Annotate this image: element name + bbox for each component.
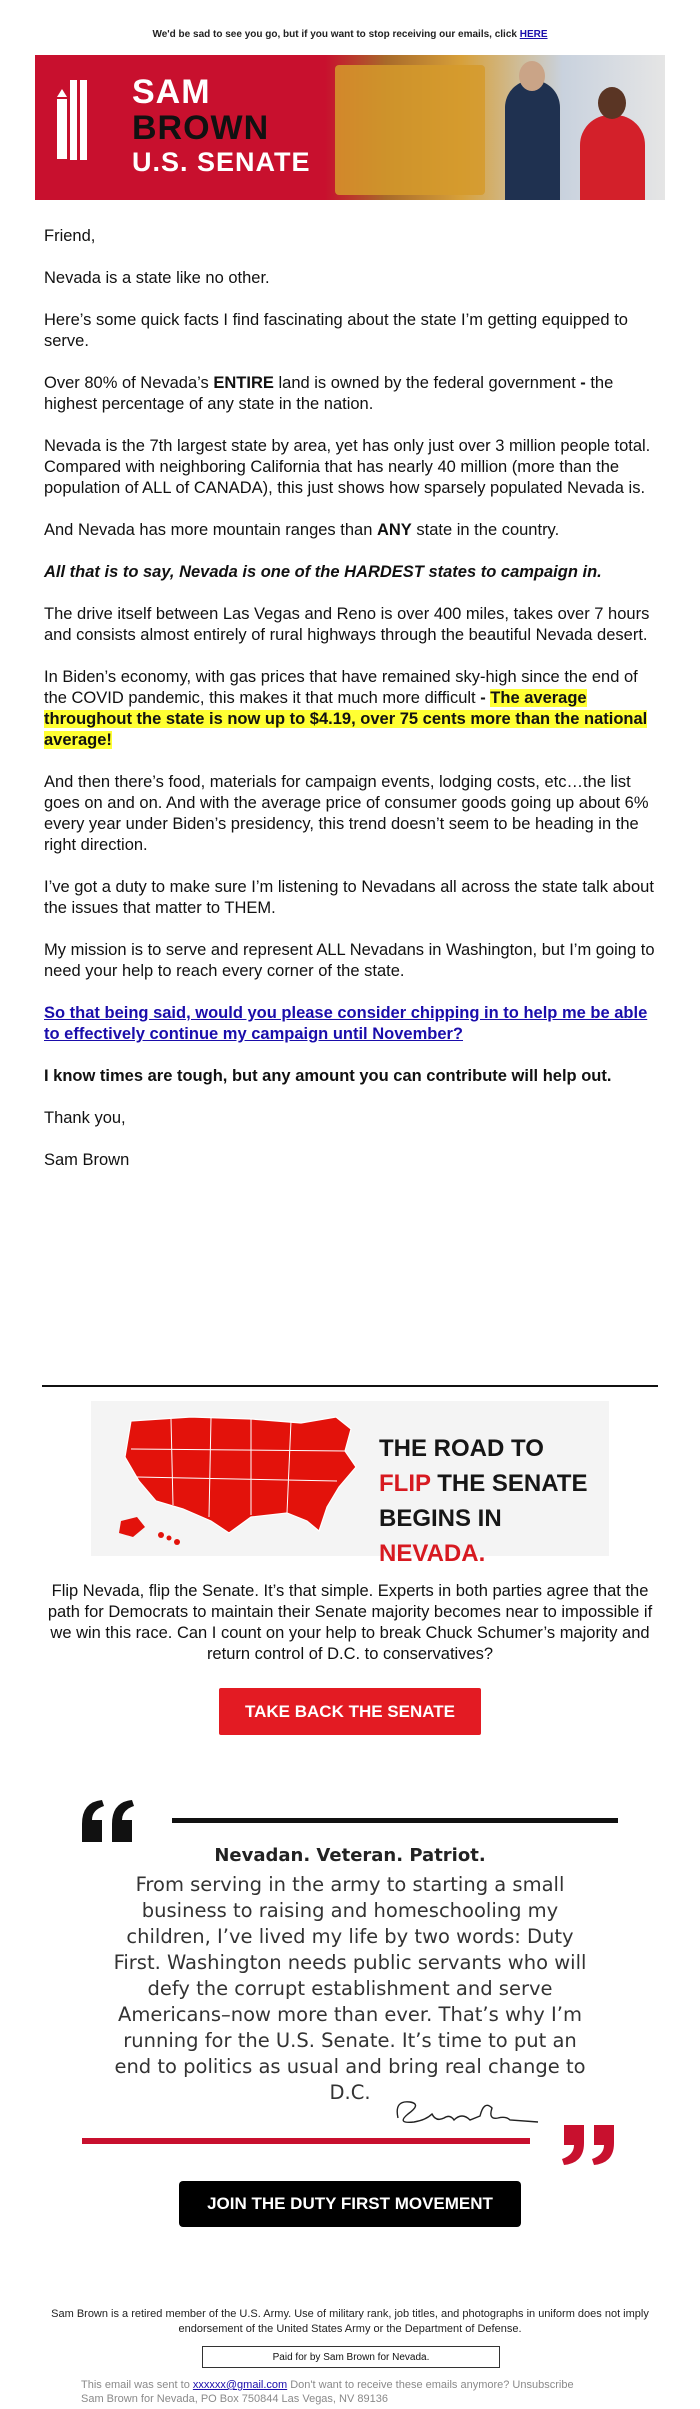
banner-photo-woman-head [598, 87, 626, 119]
email-footer [81, 2378, 641, 2406]
greeting: Friend, [44, 227, 96, 245]
brand-office: U.S. SENATE [132, 147, 311, 177]
unsubscribe-notice [0, 29, 700, 40]
text-run: In Biden’s economy, with gas prices that have remained sky-high since the end of the COVID pandemic, this makes it that much more difficult [44, 668, 638, 707]
banner-photo-woman [580, 115, 645, 200]
headline-line [379, 1466, 609, 1501]
quote-body: From serving in the army to starting a small business to raising and homeschooling my children, I’ve lived my life by two words: Duty First. Washington needs public servants who will defy the corrupt establishment and serve Americans–now more than ever. That’s why I’m running for the U.S. Senate. It’s time to put an end to politics as usual and bring real change to D.C. [113, 1873, 587, 2104]
banner-photo-man [505, 80, 560, 200]
flip-nevada-paragraph: Flip Nevada, flip the Senate. It’s that simple. Experts in both parties agree that the path for Democrats to maintain their Senate majority becomes near to impossible if we win this race. Can I count on your help to break Chuck Schumer’s majority and return control of D.C. to conservatives? [47, 1582, 653, 1663]
emphasis: I know times are tough, but any amount you can contribute will help out. [44, 1067, 612, 1085]
text-run: Over 80% of Nevada’s [44, 374, 214, 392]
footer-address: Sam Brown for Nevada, PO Box 750844 Las Vegas, NV 89136 [81, 2393, 388, 2405]
donate-paragraph [44, 1003, 656, 1045]
body-paragraph [44, 520, 656, 541]
unsubscribe-notice-text: We'd be sad to see you go, but if you want to stop receiving our emails, click [152, 29, 520, 40]
emphasis: All that is to say, Nevada is one of the HARDEST states to campaign in. [44, 563, 602, 581]
banner-brand-text [132, 75, 311, 176]
headline-accent: FLIP [379, 1470, 431, 1497]
paid-for-box: Paid for by Sam Brown for Nevada. [202, 2346, 500, 2368]
email-body [44, 226, 656, 1192]
headline-line: THE ROAD TO [379, 1435, 544, 1462]
body-paragraph-bold-italic [44, 562, 656, 583]
signature-name: Sam Brown [44, 1151, 130, 1169]
text-run: state in the country. [411, 521, 560, 539]
text-run: the highest percentage of any state in the nation. [44, 374, 614, 413]
quote-bottom-rule [82, 2138, 530, 2144]
emphasis: ENTIRE [213, 374, 274, 392]
headline-accent: NEVADA. [379, 1540, 486, 1567]
body-paragraph: And then there’s food, materials for campaign events, lodging costs, etc…the list goes on and on. And with the average price of consumer goods going up about 6% every year under Biden’s presidency, this trend doesn’t seem to be heading in the right direction. [44, 773, 649, 854]
headline-line [379, 1501, 609, 1571]
brand-first-name: SAM [132, 73, 211, 111]
body-paragraph [44, 667, 656, 751]
text-run: land is owned by the federal government [273, 374, 581, 392]
body-paragraph: The drive itself between Las Vegas and Reno is over 400 miles, takes over 7 hours and consists almost entirely of rural highways through the beautiful Nevada desert. [44, 605, 650, 644]
take-back-senate-button[interactable]: TAKE BACK THE SENATE [219, 1688, 481, 1735]
footer-sent-line [81, 2378, 641, 2392]
flip-senate-graphic[interactable] [91, 1401, 609, 1567]
open-quote-icon [78, 1796, 138, 1846]
donate-link[interactable]: So that being said, would you please consider chipping in to help me be able to effectively continue my campaign until November? [44, 1004, 648, 1043]
banner-photo-truck [335, 65, 485, 195]
close-quote-icon [560, 2123, 620, 2168]
campaign-logo-icon [55, 75, 93, 175]
body-paragraph [44, 373, 656, 415]
emphasis: - [580, 374, 586, 392]
flip-senate-headline [379, 1431, 609, 1571]
unsubscribe-here-link[interactable]: HERE [519, 29, 548, 40]
emphasis: - [480, 689, 491, 707]
brand-last-name: BROWN [132, 109, 270, 147]
body-paragraph: I’ve got a duty to make sure I’m listening to Nevadans all across the state talk about the issues that matter to THEM. [44, 878, 654, 917]
highlighted-text: The average throughout the state is now up to $4.19, over 75 cents more than the national average! [44, 689, 648, 749]
quote-title: Nevadan. Veteran. Patriot. [214, 1845, 486, 1866]
text-run: BEGINS IN [379, 1505, 502, 1532]
body-paragraph: Nevada is a state like no other. [44, 269, 270, 287]
banner-photo-man-head [519, 61, 545, 91]
join-duty-first-button[interactable]: JOIN THE DUTY FIRST MOVEMENT [179, 2181, 521, 2227]
handwritten-signature [388, 2090, 543, 2130]
signoff: Thank you, [44, 1109, 126, 1127]
body-paragraph: Here’s some quick facts I find fascinating about the state I’m getting equipped to serve. [44, 311, 628, 350]
section-divider [42, 1385, 658, 1387]
body-paragraph-bold [44, 1066, 656, 1087]
text-run: And Nevada has more mountain ranges than [44, 521, 377, 539]
recipient-email-link[interactable]: xxxxxx@gmail.com [192, 2379, 288, 2391]
quote-top-rule [172, 1818, 618, 1823]
footer-unsubscribe-text[interactable]: Don't want to receive these emails anymore? Unsubscribe [287, 2379, 574, 2391]
military-disclaimer: Sam Brown is a retired member of the U.S. Army. Use of military rank, job titles, and photographs in uniform does not imply endorsement of the United States Army or the Department of Defense. [51, 2308, 649, 2335]
us-map-icon [101, 1409, 371, 1549]
text-run: This email was sent to [81, 2379, 193, 2391]
text-run: THE SENATE [430, 1470, 588, 1497]
body-paragraph: Nevada is the 7th largest state by area, yet has only just over 3 million people total. Compared with neighboring California that has nearly 40 million (more than the population of ALL of CANADA), this just shows how sparsely populated Nevada is. [44, 437, 651, 497]
body-paragraph: My mission is to serve and represent ALL Nevadans in Washington, but I’m going to need your help to reach every corner of the state. [44, 941, 655, 980]
campaign-banner [35, 55, 665, 200]
emphasis: ANY [376, 521, 412, 539]
